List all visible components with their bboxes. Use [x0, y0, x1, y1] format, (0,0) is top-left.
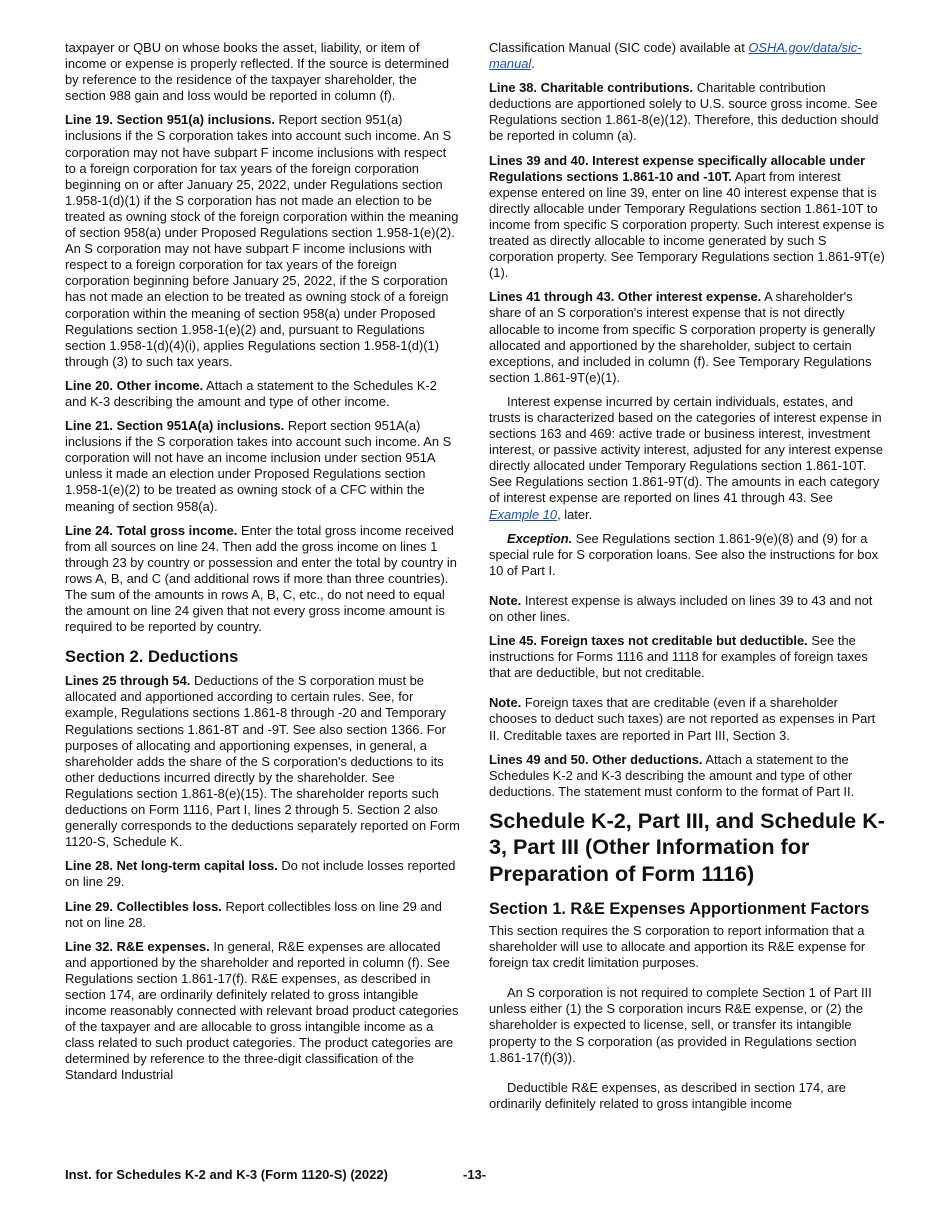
- line-21-heading: Line 21. Section 951A(a) inclusions.: [65, 418, 285, 434]
- line-38-heading: Line 38. Charitable contributions.: [489, 80, 694, 96]
- paragraph-continuation: taxpayer or QBU on whose books the asset, liability, or item of income or expense is properly reflected. If the source is determined by reference to the residence of the taxpayer shareholder, the section 988 gain and loss would be reported in column (f).: [65, 40, 450, 104]
- section-2-heading: Section 2. Deductions: [65, 647, 239, 667]
- line-45-paragraph: Line 45. Foreign taxes not creditable but deductible. See the instructions for Forms 1116 and 1118 for examples of foreign taxes that are deductible, but not creditable.: [489, 633, 868, 681]
- page-footer: [65, 1167, 885, 1182]
- line-29-heading: Line 29. Collectibles loss.: [65, 898, 222, 914]
- osha-sic-manual-link[interactable]: OSHA.gov/data/sic-manual: [489, 40, 862, 72]
- line-24-paragraph: Line 24. Total gross income. Enter the total gross income received from all sources on line 24. Then add the gross income on lines 1 through 23 by country or possession and enter the total by country in rows A, B, and C (and additional rows if more than three countries). The sum of the amounts in rows A, B, C, etc., do not need to equal the amount on line 24 given that not every gross income amount is required to be reported by country.: [65, 522, 457, 635]
- lines-41-43-paragraph: Lines 41 through 43. Other interest expense. A shareholder's share of an S corporation's interest expense that is not directly allocable to income from specific S corporation property is generally allocated and apportioned by the shareholder, subject to certain exceptions, and included in column (f). See Temporary Regulations section 1.861-9T(e)(1).: [489, 289, 876, 385]
- line-20-paragraph: Line 20. Other income. Attach a statement to the Schedules K-2 and K-3 describing the amount and type of other income.: [65, 377, 437, 409]
- note-foreign-taxes-paragraph: Note. Foreign taxes that are creditable (even if a shareholder chooses to deduct such taxes) are not reported as expenses in Part II. Creditable taxes are reported in Part III, Section 3.: [489, 695, 876, 743]
- exception-heading: Exception.: [507, 530, 573, 546]
- sic-paragraph: Classification Manual (SIC code) available at OSHA.gov/data/sic-manual.: [489, 40, 862, 72]
- section-1-intro-paragraph: This section requires the S corporation to report information that a shareholder will use to allocate and apportion its R&E expense for foreign tax credit limitation purposes.: [489, 922, 866, 971]
- lines-25-54-paragraph: Lines 25 through 54. Deductions of the S corporation must be allocated and apportioned according to certain rules. See, for example, Regulations sections 1.861-8 through -20 and Temporary Regulations sections 1.861-8T and -9T. See also section 1366. For purposes of allocating and apportioning expenses, in general, a shareholder adds the share of the S corporation's deductions to its other deductions incurred directly by the shareholder. See Regulations section 1.861-8(e)(15). The shareholder reports such deductions on Form 1116, Part I, lines 2 through 5. Section 2 also generally corresponds to the deductions separately reported on Form 1120-S, Schedule K.: [65, 673, 460, 850]
- line-21-paragraph: Line 21. Section 951A(a) inclusions. Report section 951A(a) inclusions if the S corporation takes into account such income. An S corporation will not have an income inclusion under section 951A unless it made an election under Proposed Regulations section 1.958-1(e)(2) to be treated as owning stock of a CFC within the meaning of section 958(a).: [65, 418, 452, 514]
- line-32-heading: Line 32. R&E expenses.: [65, 938, 210, 954]
- line-29-paragraph: Line 29. Collectibles loss. Report collectibles loss on line 29 and not on line 28.: [65, 898, 442, 930]
- line-24-heading: Line 24. Total gross income.: [65, 522, 238, 538]
- note-interest-paragraph: Note. Interest expense is always included on lines 39 to 43 and not on other lines.: [489, 592, 873, 624]
- lines-49-50-heading: Lines 49 and 50. Other deductions.: [489, 751, 703, 767]
- line-19-paragraph: Line 19. Section 951(a) inclusions. Report section 951(a) inclusions if the S corporation takes into account such income. An S corporation may not have subpart F income inclusions with respect to a foreign corporation for tax years of the foreign corporation beginning on or after January 25, 2022, under Regulations section 1.958-1(d)(1) if the S corporation has not made an election to be treated as owning stock of the foreign corporation within the meaning of section 958(a) under Proposed Regulations section 1.958-1(e)(2). An S corporation may not have subpart F income inclusions with respect to a foreign corporation for tax years of the foreign corporation beginning before January 25, 2022, if the S corporation has not made an election to be treated as owning stock of a foreign corporation within the meaning of section 958(a) under Proposed Regulations section 1.958-1(e)(2) and, pursuant to Regulations section 1.958-1(d)(4)(i), applies Regulations section 1.958-1(d)(1) through (3) to such tax years.: [65, 112, 459, 369]
- section-1-heading: Section 1. R&E Expenses Apportionment Factors: [489, 900, 870, 919]
- line-32-paragraph: Line 32. R&E expenses. In general, R&E expenses are allocated and apportioned by the shareholder and reported in column (f). See Regulations section 1.861-17(f). R&E expenses, as described in section 174, are ordinarily definitely related to gross intangible income reasonably connected with relevant broad product categories of the taxpayer and are allocable to gross intangible income as a class related to such product categories. The product categories are determined by reference to the three-digit classification of the Standard Industrial: [65, 938, 459, 1083]
- line-20-heading: Line 20. Other income.: [65, 377, 204, 393]
- right-column: [489, 40, 886, 1120]
- line-28-paragraph: Line 28. Net long-term capital loss. Do not include losses reported on line 29.: [65, 858, 456, 890]
- line-28-heading: Line 28. Net long-term capital loss.: [65, 858, 278, 874]
- left-column: [65, 40, 460, 1092]
- line-45-heading: Line 45. Foreign taxes not creditable but deductible.: [489, 633, 808, 649]
- lines-25-54-heading: Lines 25 through 54.: [65, 673, 191, 689]
- lines-39-40-paragraph: Lines 39 and 40. Interest expense specifically allocable under Regulations sections 1.861-10 and -10T. Apart from interest expense entered on line 39, enter on line 40 interest expense that is directly allocable under Temporary Regulations section 1.861-10T to income from specific S corporation property. Such interest expense is treated as directly allocable to income generated by such S corporation property. See Temporary Regulations section 1.861-9T(e)(1).: [489, 152, 885, 281]
- lines-41-43-heading: Lines 41 through 43. Other interest expense.: [489, 289, 762, 305]
- note-heading: Note.: [489, 592, 522, 608]
- lines-49-50-paragraph: Lines 49 and 50. Other deductions. Attach a statement to the Schedules K-2 and K-3 describing the amount and type of other deductions. The statement must conform to the format of Part II.: [489, 751, 855, 799]
- deductible-re-paragraph: Deductible R&E expenses, as described in section 174, are ordinarily definitely related to gross intangible income: [489, 1079, 846, 1111]
- line-38-paragraph: Line 38. Charitable contributions. Charitable contribution deductions are apportioned solely to U.S. source gross income. See Regulations section 1.861-8(e)(12). Therefore, this deduction should be reported in column (a).: [489, 80, 879, 144]
- lines-39-40-heading: Lines 39 and 40. Interest expense specifically allocable under Regulations sections 1.861-10 and -10T.: [489, 152, 866, 184]
- exception-paragraph: Exception. See Regulations section 1.861-9(e)(8) and (9) for a special rule for S corporation loans. See also the instructions for box 10 of Part I.: [489, 530, 879, 578]
- section-1-requirement-paragraph: An S corporation is not required to complete Section 1 of Part III unless either (1) the S corporation incurs R&E expense, or (2) the shareholder is expected to license, sell, or transfer its intangible property to the S corporation (as provided in Regulations section 1.861-17(f)(3)).: [489, 985, 872, 1065]
- interest-expense-paragraph: Interest expense incurred by certain individuals, estates, and trusts is characterized based on the categories of interest expense in sections 163 and 469: active trade or business interest, investment interest, or passive activity interest, adjusted for any interest expense directly allocated under Temporary Regulations section 1.861-10T. See Regulations section 1.861-9T(d). The amounts in each category of interest expense are reported on lines 41 through 43. See Example 10, later.: [489, 393, 884, 522]
- note-heading: Note.: [489, 695, 522, 711]
- page-number: -13-: [463, 1167, 487, 1182]
- schedule-k2-k3-part-iii-heading: Schedule K-2, Part III, and Schedule K-3, Part III (Other Information for Preparation of Form 1116): [489, 807, 885, 886]
- footer-title: Inst. for Schedules K-2 and K-3 (Form 1120-S) (2022): [65, 1167, 388, 1182]
- example-10-link[interactable]: Example 10: [489, 506, 558, 522]
- line-19-heading: Line 19. Section 951(a) inclusions.: [65, 112, 275, 128]
